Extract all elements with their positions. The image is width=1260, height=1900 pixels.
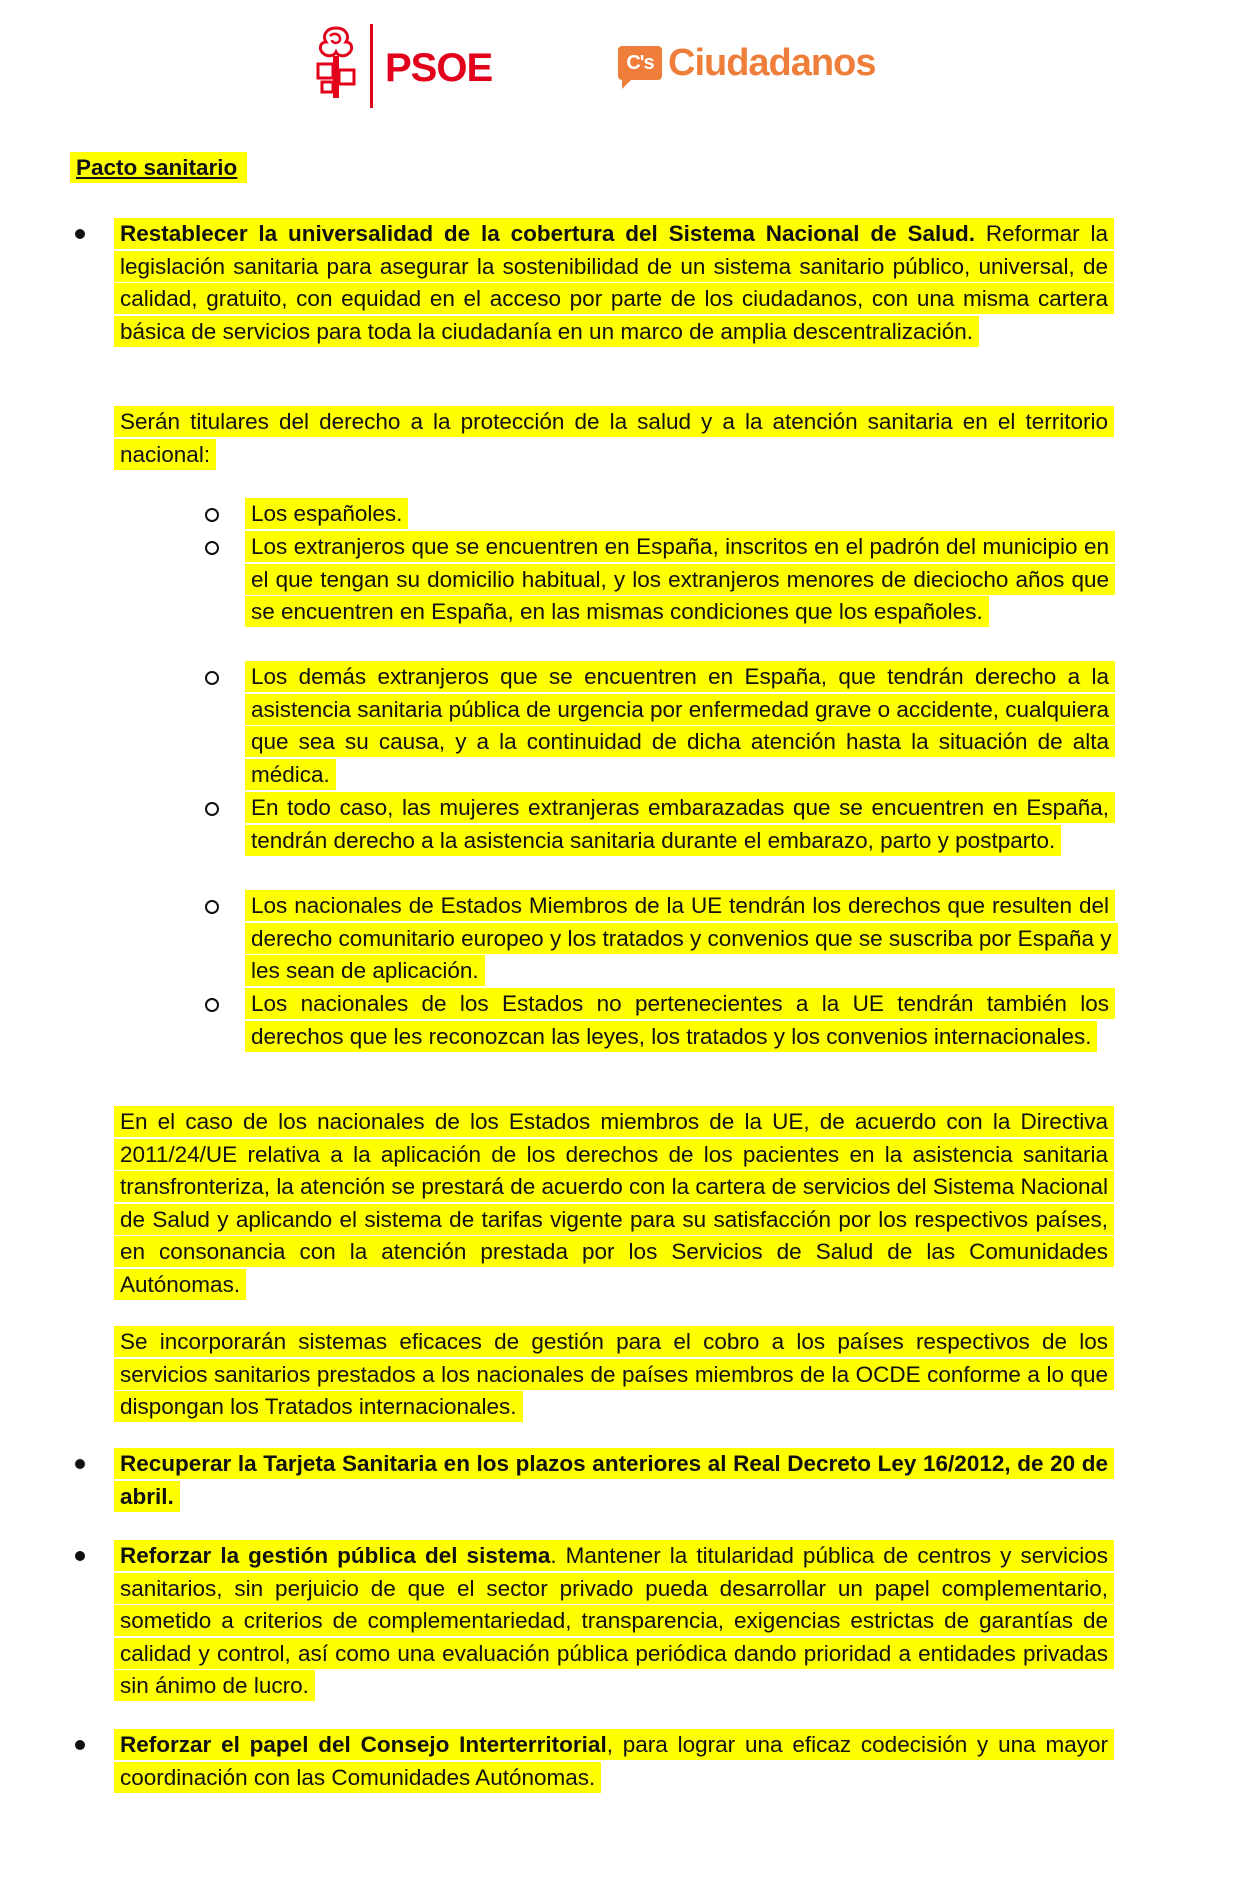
page-title: Pacto sanitario [70, 152, 247, 185]
ciudadanos-badge: C's [618, 46, 662, 80]
psoe-rose-icon [312, 26, 360, 100]
paragraph-titulares: Serán titulares del derecho a la protección de la salud y a la atención sanitaria en el territorio nacional: [114, 406, 1114, 471]
bullet-icon [75, 1551, 85, 1561]
paragraph-ocde: Se incorporarán sistemas eficaces de gestión para el cobro a los países respectivos de los servicios sanitarios prestados a los nacionales de países miembros de la OCDE conforme a lo que dispongan los Tratados internacionales. [114, 1326, 1114, 1424]
ciudadanos-logo [618, 44, 875, 82]
bullet-text: Reforzar el papel del Consejo Interterritorial, para lograr una eficaz codecisión y una mayor coordinación con las Comunidades Autónomas. [114, 1729, 1114, 1794]
bullet-icon [75, 229, 85, 239]
ciudadanos-wordmark: Ciudadanos [668, 42, 876, 84]
circle-bullet-icon [205, 508, 219, 522]
circle-bullet-icon [205, 900, 219, 914]
bullet-icon [75, 1459, 85, 1469]
document-page: PSOE C's Ciudadanos Pacto sanitario Restablecer la universalidad de la cobertura del Sistema Nacional de Salud. Reformar la legislación sanitaria para asegurar la sostenibilidad de un sistema sanitario público, universal, de calidad, gratuito, con equidad en el acceso por parte de los ciudadanos, con una misma cartera básica de servicios para toda la ciudadanía en un marco de amplia descentralización. Serán titulares del derecho a la protección de la salud y a la atención sanitaria en el territorio nacional: Los españoles. Los extranjeros que se encuentren en España, inscritos en el padrón del municipio en el que tengan su domicilio habitual, y los extranjeros menores de dieciocho años que se encuentren en España, en las mismas condiciones que los españoles. Los demás extranjeros que se encuentren en España, que tendrán derecho a la asistencia sanitaria pública de urgencia por enfermedad grave o accidente, cualquiera que sea su causa, y a la continuidad de dicha atención hasta la situación de alta médica. En todo caso, las mujeres extranjeras embarazadas que se encuentren en España, tendrán derecho a la asistencia sanitaria durante el embarazo, parto y postparto. Los nacionales de Estados Miembros de la UE tendrán los derechos que resulten del derecho comunitario europeo y los tratados y convenios que se suscriba por España y les sean de aplicación. Los nacionales de los Estados no pertenecientes a la UE tendrán también los derechos que les reconozcan las leyes, los tratados y los convenios internacionales. En el caso de los nacionales de los Estados miembros de la UE, de acuerdo con la Directiva 2011/24/UE relativa a la aplicación de los derechos de los pacientes en la asistencia sanitaria transfronteriza, la atención se prestará de acuerdo con la cartera de servicios del Sistema Nacional de Salud y aplicando el sistema de tarifas vigente para su satisfacción por los respectivos países, en consonancia con la atención prestada por los Servicios de Salud de las Comunidades Autónomas. Se incorporarán sistemas eficaces de gestión para el cobro a los países respectivos de los servicios sanitarios prestados a los nacionales de países miembros de la OCDE conforme a lo que dispongan los Tratados internacionales. Recuperar la Tarjeta Sanitaria en los plazos anteriores al Real Decreto Ley 16/2012, de 20 de abril. Reforzar la gestión pública del sistema. Mantener la titularidad pública de centros y servicios sanitarios, sin perjuicio de que el sector privado pueda desarrollar un papel complementario, sometido a criterios de complementariedad, transparencia, exigencias estrictas de garantías de calidad y control, así como una evaluación pública periódica dando prioridad a entidades privadas sin ánimo de lucro. Reforzar el papel del Consejo Interterritorial, para lograr una eficaz codecisión y una mayor coordinación con las Comunidades Autónomas. [0, 0, 1260, 1900]
circle-bullet-icon [205, 541, 219, 555]
psoe-divider [370, 24, 373, 108]
bullet-text: Restablecer la universalidad de la cobertura del Sistema Nacional de Salud. Reformar la legislación sanitaria para asegurar la sostenibilidad de un sistema sanitario público, universal, de calidad, gratuito, con equidad en el acceso por parte de los ciudadanos, con una misma cartera básica de servicios para toda la ciudadanía en un marco de amplia descentralización. [114, 218, 1114, 348]
psoe-wordmark: PSOE [385, 46, 493, 90]
header-logos [0, 22, 1260, 112]
psoe-logo [312, 26, 492, 108]
bullet-text: Recuperar la Tarjeta Sanitaria en los plazos anteriores al Real Decreto Ley 16/2012, de 20 de abril. [114, 1448, 1114, 1513]
bullet-icon [75, 1740, 85, 1750]
circle-bullet-icon [205, 802, 219, 816]
circle-bullet-icon [205, 998, 219, 1012]
bullet-text: Reforzar la gestión pública del sistema. Mantener la titularidad pública de centros y servicios sanitarios, sin perjuicio de que el sector privado pueda desarrollar un papel complementario, sometido a criterios de complementariedad, transparencia, exigencias estrictas de garantías de calidad y control, así como una evaluación pública periódica dando prioridad a entidades privadas sin ánimo de lucro. [114, 1540, 1114, 1703]
paragraph-ue: En el caso de los nacionales de los Estados miembros de la UE, de acuerdo con la Directiva 2011/24/UE relativa a la aplicación de los derechos de los pacientes en la asistencia sanitaria transfronteriza, la atención se prestará de acuerdo con la cartera de servicios del Sistema Nacional de Salud y aplicando el sistema de tarifas vigente para su satisfacción por los respectivos países, en consonancia con la atención prestada por los Servicios de Salud de las Comunidades Autónomas. [114, 1106, 1114, 1302]
circle-bullet-icon [205, 671, 219, 685]
